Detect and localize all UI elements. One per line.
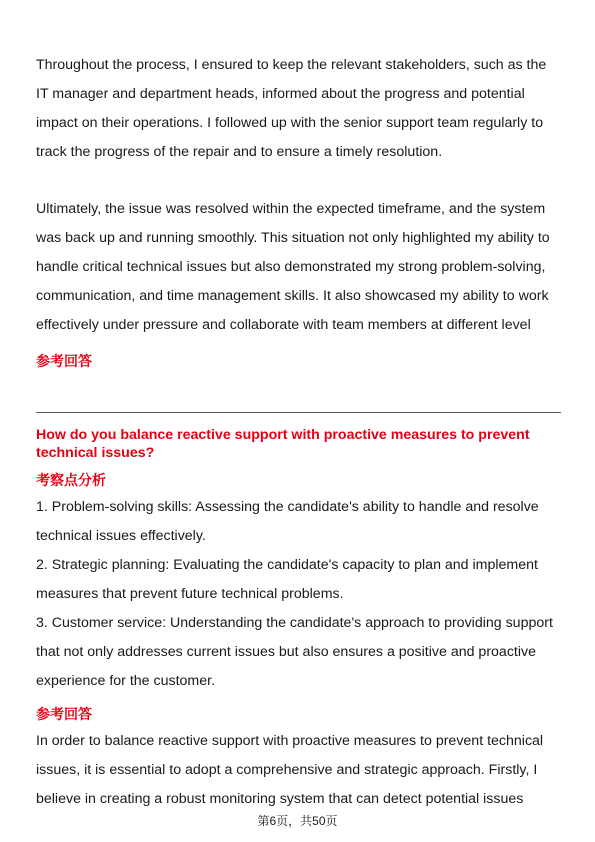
question-heading: How do you balance reactive support with proactive measures to prevent technical issues? xyxy=(36,427,530,461)
paragraph-gap xyxy=(36,167,561,195)
reference-answer-label: 参考回答 xyxy=(36,706,92,722)
answer-paragraph: In order to balance reactive support with proactive measures to prevent technical issues, it is essential to adopt a comprehensive and strategic approach. Firstly, I believe in creating a robust monitoring system that can detect potential issues xyxy=(36,733,544,807)
analysis-item: 2. Strategic planning: Evaluating the candidate's capacity to plan and implement measures that prevent future technical problems. xyxy=(36,557,538,602)
body-paragraph: Throughout the process, I ensured to keep the relevant stakeholders, such as the IT manager and department heads, informed about the progress and potential impact on their operations. I followed up with the senior support team regularly to track the progress of the repair and to ensure a timely resolution. xyxy=(36,57,547,160)
document-page xyxy=(36,51,561,814)
page-footer: 第6页，共50页 xyxy=(257,814,338,828)
body-paragraph: Ultimately, the issue was resolved within the expected timeframe, and the system was back up and running smoothly. This situation not only highlighted my ability to handle critical technical issues but also demonstrated my strong problem-solving, communication, and time management skills. It also showcased my ability to work effectively under pressure and collaborate with team members at different level xyxy=(36,201,550,333)
analysis-label: 考察点分析 xyxy=(36,472,106,488)
analysis-item: 1. Problem-solving skills: Assessing the candidate's ability to handle and resolve technical issues effectively. xyxy=(36,499,539,544)
analysis-item: 3. Customer service: Understanding the candidate's approach to providing support that not only addresses current issues but also ensures a positive and proactive experience for the customer. xyxy=(36,615,553,689)
reference-answer-label: 参考回答 xyxy=(36,353,92,369)
